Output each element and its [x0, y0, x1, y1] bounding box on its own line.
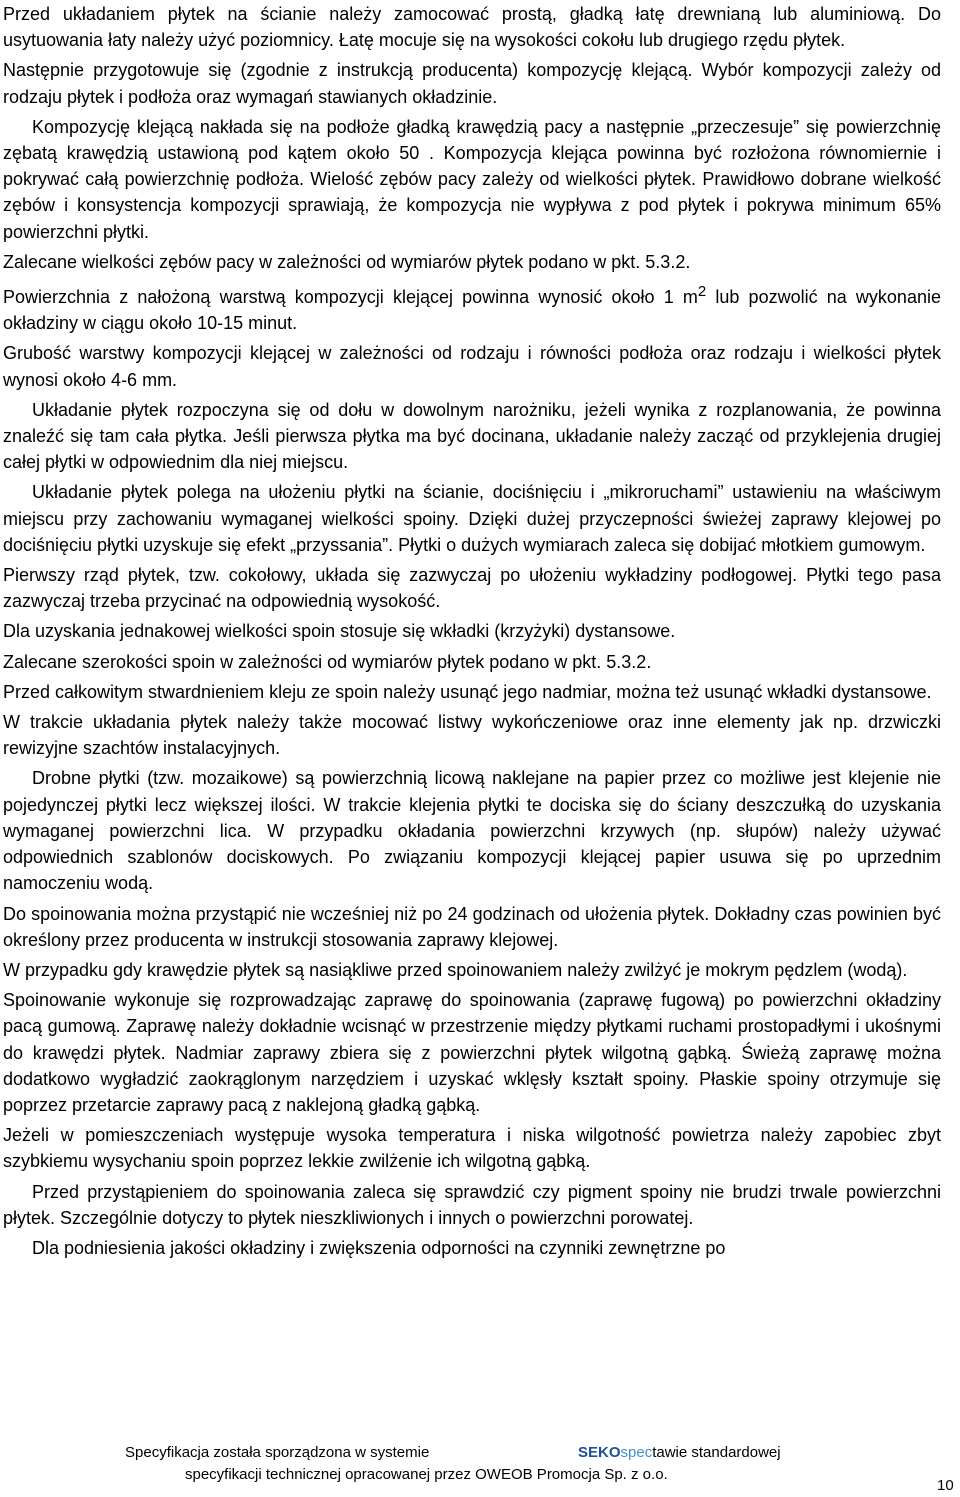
- footer-line-1: [125, 1444, 781, 1462]
- footer-suffix-text: tawie standardowej: [652, 1444, 781, 1461]
- footer-prefix-text: Specyfikacja została sporządzona w systemie: [125, 1444, 430, 1461]
- paragraph-6: Grubość warstwy kompozycji klejącej w zależności od rodzaju i równości podłoża oraz rodzaju i wielkości płytek wynosi około 4-6 mm.: [3, 343, 947, 390]
- document-body: [3, 1, 947, 1265]
- paragraph-2: Następnie przygotowuje się (zgodnie z instrukcją producenta) kompozycję klejącą. Wybór kompozycji zależy od rodzaju płytek i podłoża oraz wymagań stawianych okładzinie.: [3, 60, 947, 107]
- footer-line-2: specyfikacji technicznej opracowanej przez OWEOB Promocja Sp. z o.o.: [185, 1466, 668, 1483]
- paragraph-4: Zalecane wielkości zębów pacy w zależności od wymiarów płytek podano w pkt. 5.3.2.: [3, 251, 691, 272]
- sekospec-logo: [578, 1444, 781, 1462]
- paragraph-8: Układanie płytek polega na ułożeniu płytki na ścianie, dociśnięciu i „mikroruchami” ustawieniu na właściwym miejscu przy zachowaniu wymaganej wielkości spoiny. Dzięki dużej przyczepności świeżej zaprawy klejowej po dociśnięciu płytki uzyskuje się efekt „przyssania”. Płytki o dużych wymiarach zaleca się dobijać młotkiem gumowym.: [3, 482, 947, 555]
- page-number: 10: [937, 1477, 954, 1494]
- paragraph-5-text-start: Powierzchnia z nałożoną warstwą kompozycji klejącej powinna wynosić około 1 m: [3, 287, 698, 308]
- paragraph-17: Spoinowanie wykonuje się rozprowadzając zaprawę do spoinowania (zaprawę fugową) po powierzchni okładziny pacą gumową. Zaprawę należy dokładnie wcisnąć w przestrzenie między płytkami ruchami prostopadłymi i ukośnymi do krawędzi płytek. Nadmiar zaprawy zbiera się z powierzchni płytek wilgotną gąbką. Świeżą zaprawę można dodatkowo wygładzić zaokrąglonym narzędziem i uzyskać wklęsły kształt spoiny. Płaskie spoiny otrzymuje się poprzez przetarcie zaprawy pacą z naklejoną gładką gąbką.: [3, 990, 947, 1115]
- paragraph-5: [3, 279, 946, 336]
- paragraph-16: W przypadku gdy krawędzie płytek są nasiąkliwe przed spoinowaniem należy zwilżyć je mokrym pędzlem (wodą).: [3, 959, 908, 980]
- paragraph-7: Układanie płytek rozpoczyna się od dołu w dowolnym narożniku, jeżeli wynika z rozplanowania, że powinna znaleźć się tam cała płytka. Jeśli pierwsza płytka ma być docinana, układanie należy zacząć od przyklejenia drugiej całej płytki w odpowiednim dla niej miejscu.: [3, 399, 947, 473]
- paragraph-3: Kompozycję klejącą nakłada się na podłoże gładką krawędzią pacy a następnie „przeczesuje” się powierzchnię zębatą krawędzią ustawioną pod kątem około 50 . Kompozycja klejąca powinna być rozłożona równomiernie i pokrywać całą powierzchnię podłoża. Wielość zębów pacy zależy od wielkości płytek. Prawidłowo dobrane wielkość zębów i konsystencja kompozycji sprawiają, że kompozycja nie wypływa z pod płytek i pokrywa minimum 65% powierzchni płytki.: [3, 116, 947, 242]
- superscript-2: 2: [697, 283, 707, 301]
- paragraph-11: Zalecane szerokości spoin w zależności od wymiarów płytek podano w pkt. 5.3.2.: [3, 651, 652, 672]
- paragraph-9: Pierwszy rząd płytek, tzw. cokołowy, układa się zazwyczaj po ułożeniu wykładziny podłogowej. Płytki tego pasa zazwyczaj trzeba przycinać na odpowiednią wysokość.: [3, 565, 947, 612]
- logo-seko-text: SEKO: [578, 1444, 621, 1461]
- paragraph-1: Przed układaniem płytek na ścianie należy zamocować prostą, gładką łatę drewnianą lub aluminiową. Do usytuowania łaty należy użyć poziomnicy. Łatę mocuje się na wysokości cokołu lub drugiego rzędu płytek.: [3, 4, 947, 51]
- paragraph-15: Do spoinowania można przystąpić nie wcześniej niż po 24 godzinach od ułożenia płytek. Dokładny czas powinien być określony przez producenta w instrukcji stosowania zaprawy klejowej.: [3, 903, 947, 950]
- paragraph-14: Drobne płytki (tzw. mozaikowe) są powierzchnią licową naklejane na papier przez co możliwe jest klejenie nie pojedynczej płytki lecz większej ilości. W trakcie klejenia płytki te dociska się do ściany deszczułką do uzyskania wymaganej powierzchni lica. W przypadku okładania powierzchni krzywych (np. słupów) należy używać odpowiednich szablonów dociskowych. Po związaniu kompozycji klejącej papier usuwa się po uprzednim namoczeniu wodą.: [3, 768, 947, 894]
- paragraph-19: Przed przystąpieniem do spoinowania zaleca się sprawdzić czy pigment spoiny nie brudzi trwale powierzchni płytek. Szczególnie dotyczy to płytek nieszkliwionych i innych o powierzchni porowatej.: [3, 1181, 947, 1228]
- paragraph-13: W trakcie układania płytek należy także mocować listwy wykończeniowe oraz inne elementy jak np. drzwiczki rewizyjne szachtów instalacyjnych.: [3, 712, 947, 759]
- page-footer: [0, 1438, 960, 1497]
- logo-spec-text: spec: [620, 1444, 653, 1461]
- paragraph-12: Przed całkowitym stwardnieniem kleju ze spoin należy usunąć jego nadmiar, można też usunąć wkładki dystansowe.: [3, 681, 932, 702]
- paragraph-10: Dla uzyskania jednakowej wielkości spoin stosuje się wkładki (krzyżyki) dystansowe.: [3, 621, 676, 642]
- paragraph-18: Jeżeli w pomieszczeniach występuje wysoka temperatura i niska wilgotność powietrza należy zapobiec zbyt szybkiemu wysychaniu spoin poprzez lekkie zwilżenie ich wilgotną gąbką.: [3, 1125, 947, 1172]
- paragraph-5-text-end: lub pozwolić na wykonanie okładziny w ciągu około 10-15 minut.: [3, 287, 946, 334]
- paragraph-20: Dla podniesienia jakości okładziny i zwiększenia odporności na czynniki zewnętrzne po: [32, 1237, 726, 1258]
